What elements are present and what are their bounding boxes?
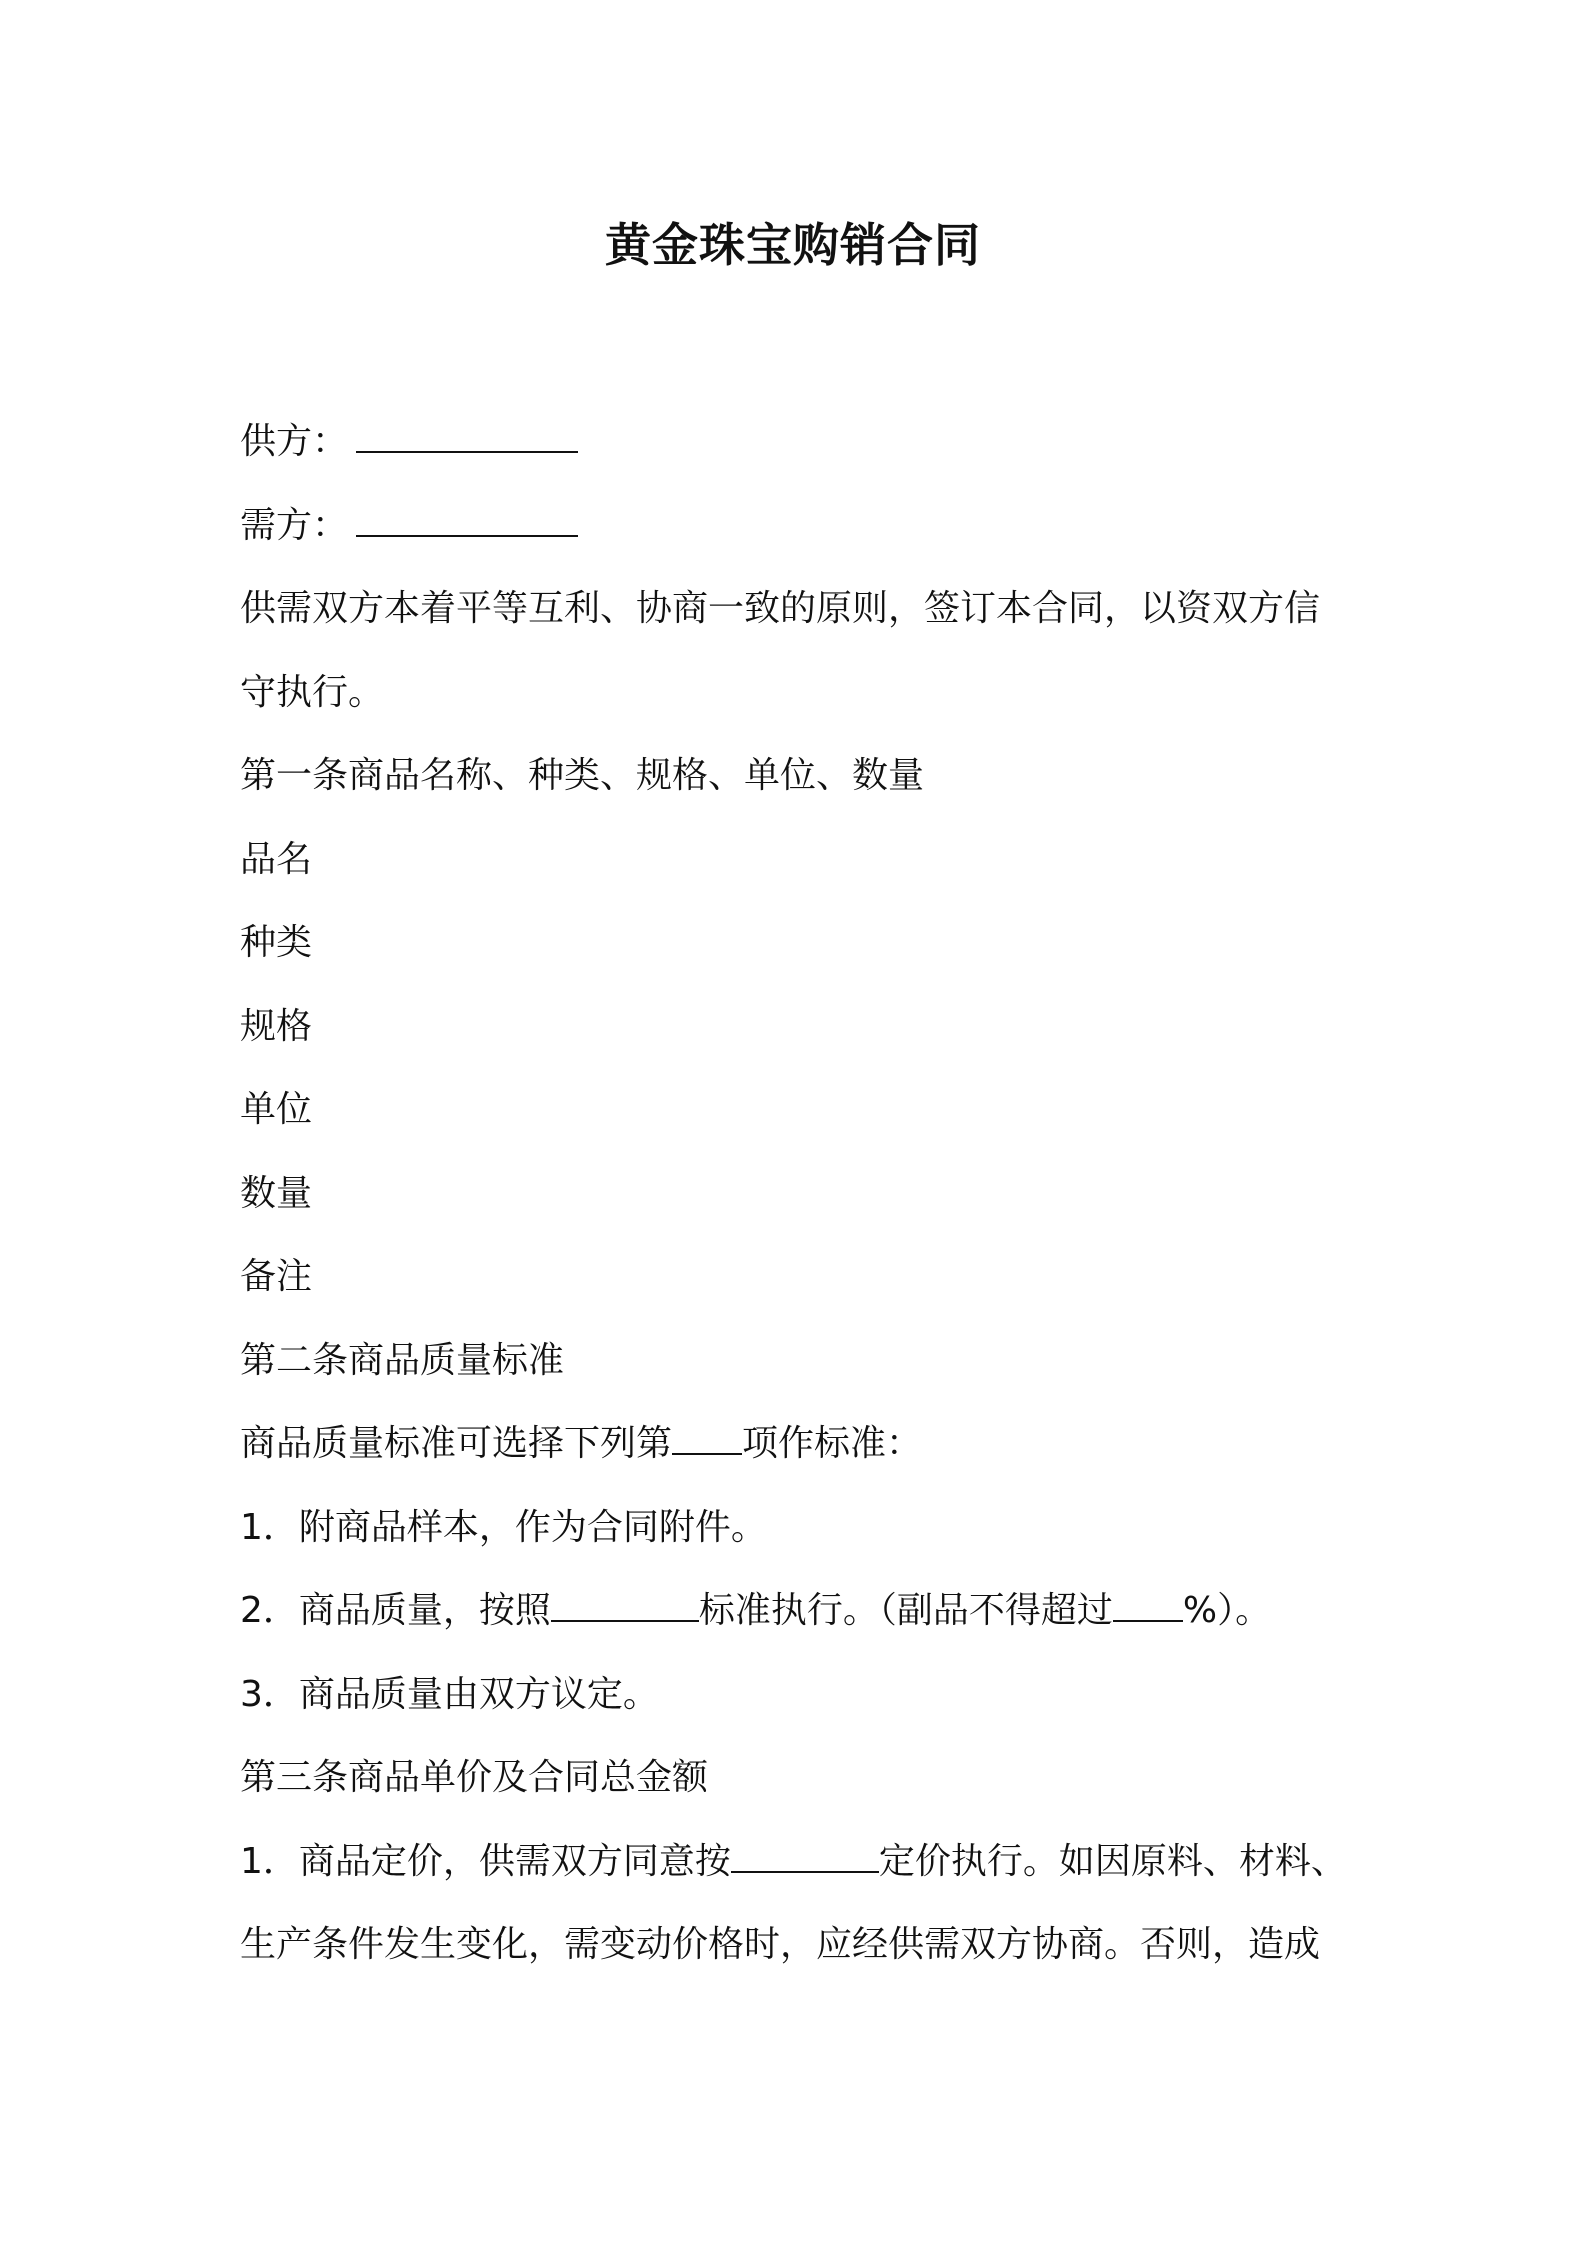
pricing-basis-blank	[731, 1827, 879, 1873]
article2-intro	[240, 1402, 1360, 1486]
article2-item1: 1．附商品样本，作为合同附件。	[240, 1506, 767, 1548]
buyer-label: 需方：	[240, 504, 349, 546]
quality-standard-blank	[551, 1576, 699, 1622]
field-product-name: 品名	[240, 838, 313, 880]
article2-item2-suffix: %）。	[1182, 1590, 1272, 1631]
defect-percent-blank	[1113, 1576, 1183, 1622]
document-body	[240, 400, 1360, 1987]
article2-item2-prefix: 2．商品质量，按照	[240, 1590, 551, 1631]
intro-line-2: 守执行。	[240, 671, 385, 713]
article3-item1	[240, 1820, 1360, 1904]
article2-item3: 3．商品质量由双方议定。	[240, 1673, 659, 1715]
standard-choice-blank	[672, 1409, 742, 1455]
article2-intro-prefix: 商品质量标准可选择下列第	[240, 1423, 673, 1464]
field-category: 种类	[240, 922, 313, 963]
field-remarks: 备注	[240, 1256, 313, 1297]
buyer-blank	[356, 491, 578, 537]
field-quantity: 数量	[240, 1172, 313, 1214]
supplier-label: 供方：	[240, 421, 349, 462]
supplier-blank	[356, 407, 578, 453]
field-specification: 规格	[240, 1005, 313, 1047]
article3-heading: 第三条商品单价及合同总金额	[240, 1757, 709, 1798]
field-unit: 单位	[240, 1089, 313, 1130]
document-title: 黄金珠宝购销合同	[605, 218, 981, 272]
article3-item1-prefix: 1．商品定价，供需双方同意按	[240, 1840, 731, 1882]
article2-item2	[240, 1569, 1360, 1653]
article3-item1-suffix: 定价执行。如因原料、材料、	[878, 1840, 1347, 1882]
article3-item1-line2: 生产条件发生变化，需变动价格时，应经供需双方协商。否则，造成	[240, 1924, 1321, 1965]
supplier-line	[240, 400, 1360, 484]
article2-item2-middle: 标准执行。（副品不得超过	[698, 1590, 1113, 1631]
buyer-line	[240, 484, 1360, 568]
article1-heading: 第一条商品名称、种类、规格、单位、数量	[240, 755, 925, 796]
article2-intro-suffix: 项作标准：	[742, 1423, 923, 1464]
intro-line-1: 供需双方本着平等互利、协商一致的原则，签订本合同，以资双方信	[240, 588, 1321, 629]
article2-heading: 第二条商品质量标准	[240, 1339, 565, 1381]
